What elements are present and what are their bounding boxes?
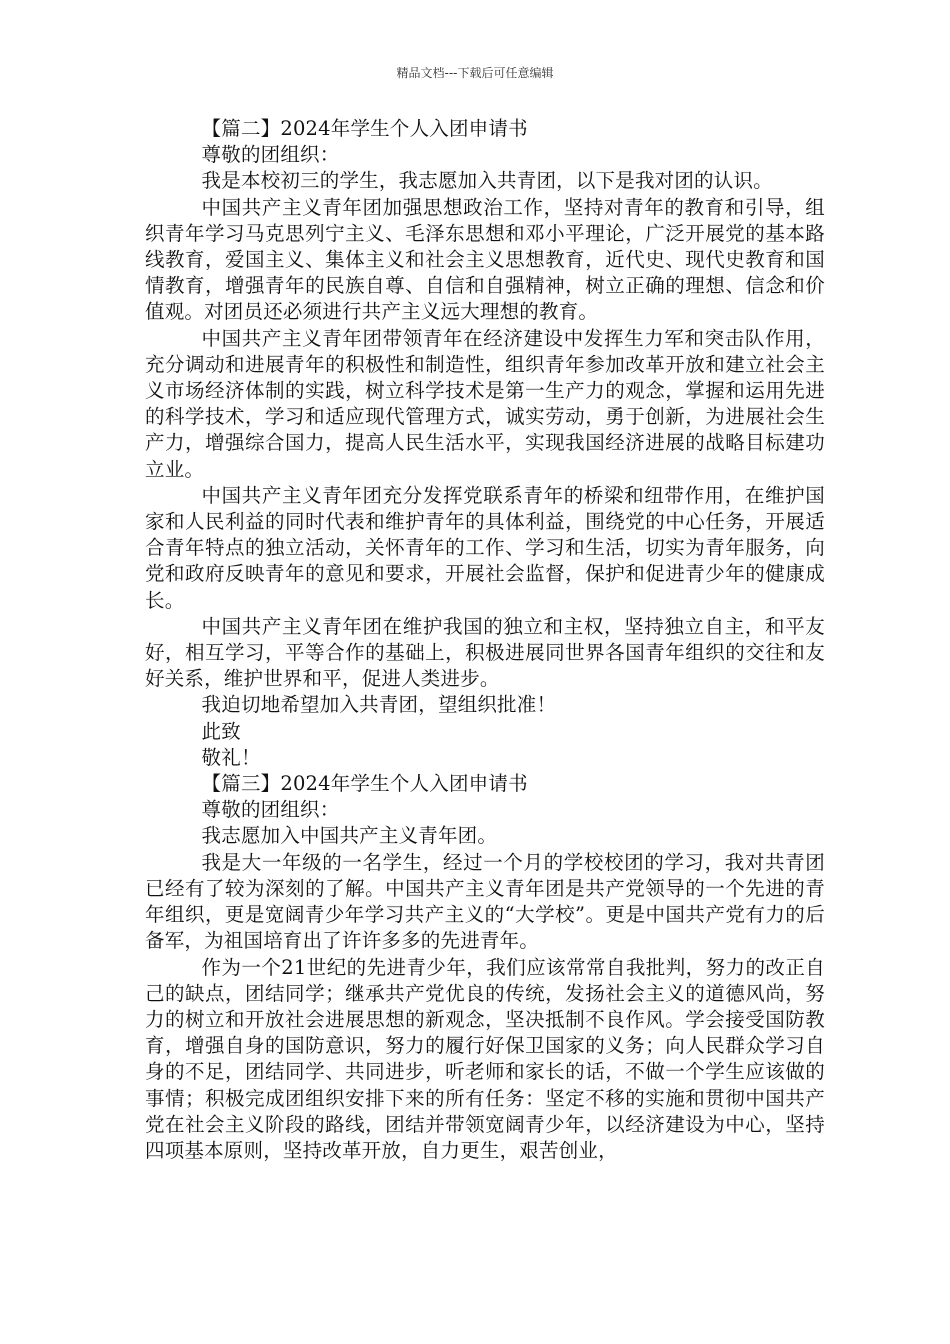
paragraph: 中国共产主义青年团加强思想政治工作，坚持对青年的教育和引导，组织青年学习马克思列宁主义、毛泽东思想和邓小平理论，广泛开展党的基本路线教育，爱国主义、集体主义和社会主义思想教育，近代史、现代史教育和国情教育，增强青年的民族自尊、自信和自强精神，树立正确的理想、信念和价值观。对团员还必须进行共产主义远大理想的教育。 [145,195,825,324]
document-body [145,116,825,1164]
paragraph: 我是本校初三的学生，我志愿加入共青团，以下是我对团的认识。 [201,169,773,193]
closing-line: 此致 [201,719,241,743]
salutation: 尊敬的团组织： [201,143,340,167]
paragraph: 中国共产主义青年团充分发挥党联系青年的桥梁和纽带作用，在维护国家和人民利益的同时代表和维护青年的具体利益，围绕党的中心任务，开展适合青年特点的独立活动，关怀青年的工作、学习和生活，切实为青年服务，向党和政府反映青年的意见和要求，开展社会监督，保护和促进青少年的健康成长。 [145,483,825,612]
page-header: 精品文档---下载后可任意编辑 [396,66,554,80]
salutation: 尊敬的团组织： [201,798,340,822]
paragraph: 中国共产主义青年团带领青年在经济建设中发挥生力军和突击队作用，充分调动和进展青年的积极性和制造性，组织青年参加改革开放和建立社会主义市场经济体制的实践，树立科学技术是第一生产力的观念，掌握和运用先进的科学技术，学习和适应现代管理方式，诚实劳动，勇于创新，为进展社会生产力，增强综合国力，提高人民生活水平，实现我国经济进展的战略目标建功立业。 [145,326,825,481]
paragraph: 我是大一年级的一名学生，经过一个月的学校校团的学习，我对共青团已经有了较为深刻的了解。中国共产主义青年团是共产党领导的一个先进的青年组织，更是宽阔青少年学习共产主义的“大学校”。更是中国共产党有力的后备军，为祖国培育出了许许多多的先进青年。 [145,850,825,953]
section-title-2: 【篇二】2024年学生个人入团申请书 [201,117,528,140]
closing-line: 敬礼！ [201,745,261,769]
paragraph: 作为一个21世纪的先进青少年，我们应该常常自我批判，努力的改正自己的缺点，团结同学；继承共产党优良的传统，发扬社会主义的道德风尚，努力的树立和开放社会进展思想的新观念，坚决抵制不良作风。学会接受国防教育，增强自身的国防意识，努力的履行好保卫国家的义务；向人民群众学习自身的不足，团结同学、共同进步，听老师和家长的话，不做一个学生应该做的事情；积极完成团组织安排下来的所有任务：坚定不移的实施和贯彻中国共产党在社会主义阶段的路线，团结并带领宽阔青少年，以经济建设为中心，坚持四项基本原则，坚持改革开放，自力更生，艰苦创业， [145,955,825,1162]
paragraph: 中国共产主义青年团在维护我国的独立和主权，坚持独立自主，和平友好，相互学习，平等合作的基础上，积极进展同世界各国青年组织的交往和友好关系，维护世界和平，促进人类进步。 [145,614,825,691]
paragraph: 我迫切地希望加入共青团，望组织批准！ [201,693,557,717]
paragraph: 我志愿加入中国共产主义青年团。 [201,824,498,848]
section-title-3: 【篇三】2024年学生个人入团申请书 [201,772,528,796]
